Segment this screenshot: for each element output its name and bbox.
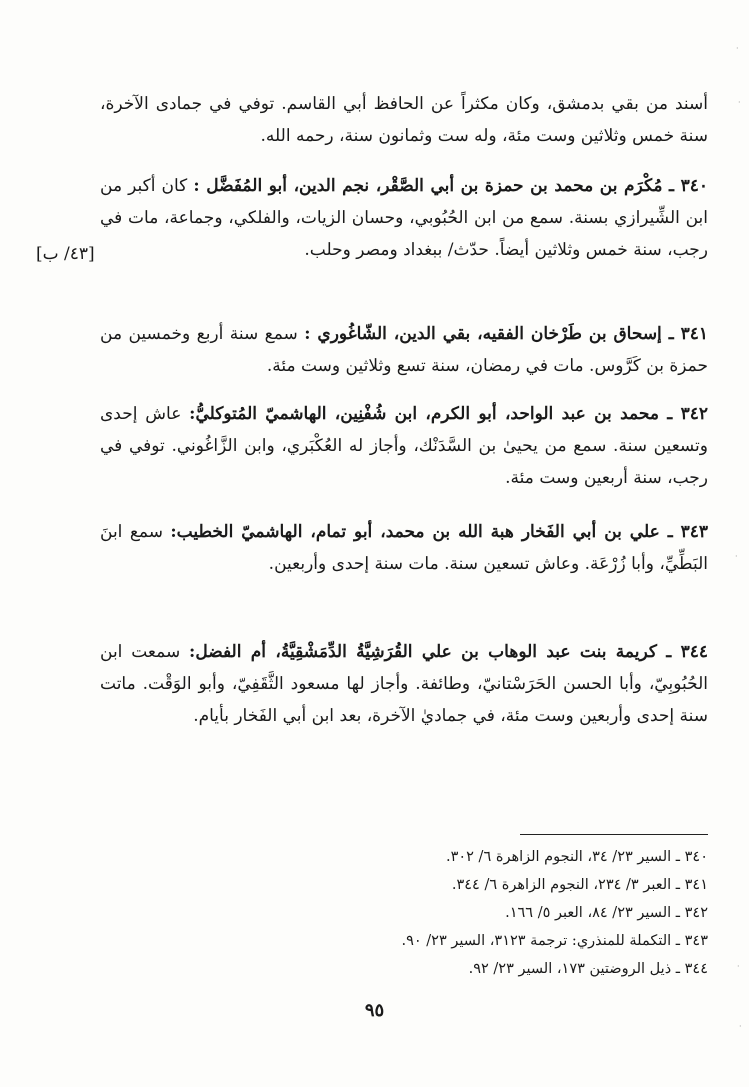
paragraph-text: أسند من بقي بدمشق، وكان مكثراً عن الحافظ أبي القاسم. توفي في جمادى الآخرة، سنة خمس وثلاثين وست مئة، وله ست وثمانون سنة، رحمه الله. [100, 94, 708, 146]
entry-341 [100, 318, 708, 382]
footnote-341: ٣٤١ ـ العبر ٣/ ٢٣٤، النجوم الزاهرة ٦/ ٣٤٤. [451, 877, 708, 893]
footnote-344: ٣٤٤ ـ ذيل الروضتين ١٧٣، السير ٢٣/ ٩٢. [468, 961, 708, 977]
scan-speck: · [738, 98, 741, 107]
page-number: ٩٥ [364, 1000, 385, 1021]
entry-text: سمع سنة أربع وخمسين من حمزة بن كَرَّوس. مات في رمضان، سنة تسع وثلاثين وست مئة. [100, 324, 708, 376]
scan-speck: · [736, 44, 739, 53]
entry-340 [100, 170, 708, 266]
footnote-divider [520, 834, 708, 835]
entry-text: سمع ابنَ البَطِّيِّ، وأبا زُرْعَة. وعاش تسعين سنة. مات سنة إحدى وأربعين. [100, 522, 708, 574]
entry-heading: ٣٤٤ ـ كريمة بنت عبد الوهاب بن علي القُرَشِيَّةُ الدِّمَشْقِيَّةُ، أم الفضل: [189, 642, 709, 662]
scan-speck: · [735, 552, 738, 561]
entry-343 [100, 516, 708, 580]
footnote-340: ٣٤٠ ـ السير ٢٣/ ٣٤، النجوم الزاهرة ٦/ ٣٠٢. [445, 849, 708, 865]
paragraph-continuation [100, 88, 708, 152]
entry-344 [100, 636, 708, 732]
entry-342 [100, 398, 708, 494]
footnote-343: ٣٤٣ ـ التكملة للمنذري: ترجمة ٣١٢٣، السير ٢٣/ ٩٠. [401, 933, 708, 949]
folio-marker: [٤٣/ ب] [36, 244, 95, 264]
entry-heading: ٣٤١ ـ إسحاق بن طَرْخان الفقيه، بقي الدين، الشّاغُوري : [304, 324, 709, 344]
scan-speck: · [737, 962, 740, 971]
entry-text: عاش إحدى وتسعين سنة. سمع من يحيىٰ بن السَّدَنْك، وأجاز له العُكْبَري، وابن الزَّاغُوني. توفي في رجب، سنة أربعين وست مئة. [100, 404, 708, 488]
entry-text: كان أكبر من ابن الشِّيرازي بسنة. سمع من ابن الحُبُوبي، وحسان الزيات، والفلكي، وجماعة، مات في رجب، سنة خمس وثلاثين أيضاً. حدّث/ ببغداد ومصر وحلب. [100, 176, 708, 260]
scan-speck: · [739, 1022, 742, 1031]
footnote-342: ٣٤٢ ـ السير ٢٣/ ٨٤، العبر ٥/ ١٦٦. [505, 905, 708, 921]
entry-text: سمعت ابن الحُبُوبِيّ، وأبا الحسن الحَرَسْتانيّ، وطائفة. وأجاز لها مسعود الثَّقَفِيّ، وأبو الوَقْت. ماتت سنة إحدى وأربعين وست مئة، في جماديٰ الآخرة، بعد ابن أبي الفَخار بأيام. [100, 642, 708, 726]
entry-heading: ٣٤٣ ـ علي بن أبي الفَخار هبة الله بن محمد، أبو تمام، الهاشميّ الخطيب: [170, 522, 709, 542]
entry-heading: ٣٤٠ ـ مُكْرَم بن محمد بن حمزة بن أبي الصَّقْر، نجم الدين، أبو المُفَضَّل : [193, 176, 708, 196]
entry-heading: ٣٤٢ ـ محمد بن عبد الواحد، أبو الكرم، ابن شُفْنِين، الهاشميّ المُتوكليُّ: [189, 404, 708, 424]
